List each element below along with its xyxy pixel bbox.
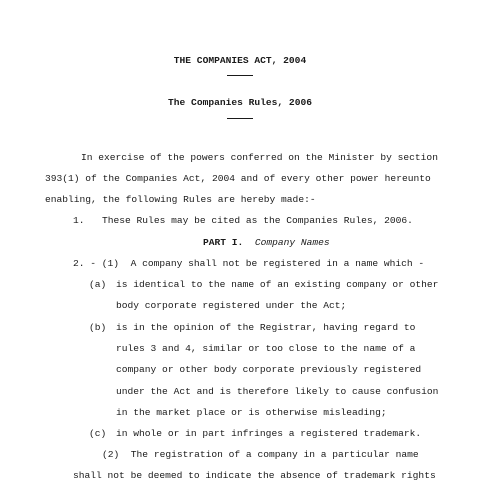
part-name: Company Names (254, 237, 330, 248)
rule-2-sub-2-line-1: (2) The registration of a company in a particular name (102, 449, 419, 460)
item-a-marker: (a) (89, 279, 107, 290)
title-underline (227, 75, 253, 76)
preamble-line-1: In exercise of the powers conferred on the Minister by section (81, 152, 438, 163)
item-b-line-3: company or other body corporate previously registered (116, 364, 422, 375)
item-b-marker: (b) (89, 322, 107, 333)
item-b-line-1: is in the opinion of the Registrar, having regard to (116, 322, 416, 333)
part-label: PART I. (203, 237, 244, 248)
rule-2-intro: 2. - (1) A company shall not be registered in a name which - (73, 258, 425, 269)
preamble-line-3: enabling, the following Rules are hereby made:- (45, 194, 316, 205)
rules-title-underline (227, 118, 253, 119)
rule-1-text: These Rules may be cited as the Companies Rules, 2006. (102, 215, 413, 226)
preamble-line-2: 393(1) of the Companies Act, 2004 and of every other power hereunto (45, 173, 431, 184)
item-c-marker: (c) (89, 428, 107, 439)
rule-2-sub-2-line-2: shall not be deemed to indicate the absence of trademark rights (73, 470, 436, 481)
item-a-line-2: body corporate registered under the Act; (116, 300, 347, 311)
item-a-line-1: is identical to the name of an existing company or other (116, 279, 439, 290)
rules-title: The Companies Rules, 2006 (168, 97, 312, 108)
item-b-line-5: in the market place or is otherwise misleading; (116, 407, 387, 418)
act-title: THE COMPANIES ACT, 2004 (173, 55, 307, 66)
part-heading (203, 237, 330, 249)
item-b-line-2: rules 3 and 4, similar or too close to the name of a (116, 343, 416, 354)
rule-1-number: 1. (73, 215, 85, 226)
item-b-line-4: under the Act and is therefore likely to cause confusion (116, 386, 439, 397)
item-c-line-1: in whole or in part infringes a registered trademark. (116, 428, 422, 439)
